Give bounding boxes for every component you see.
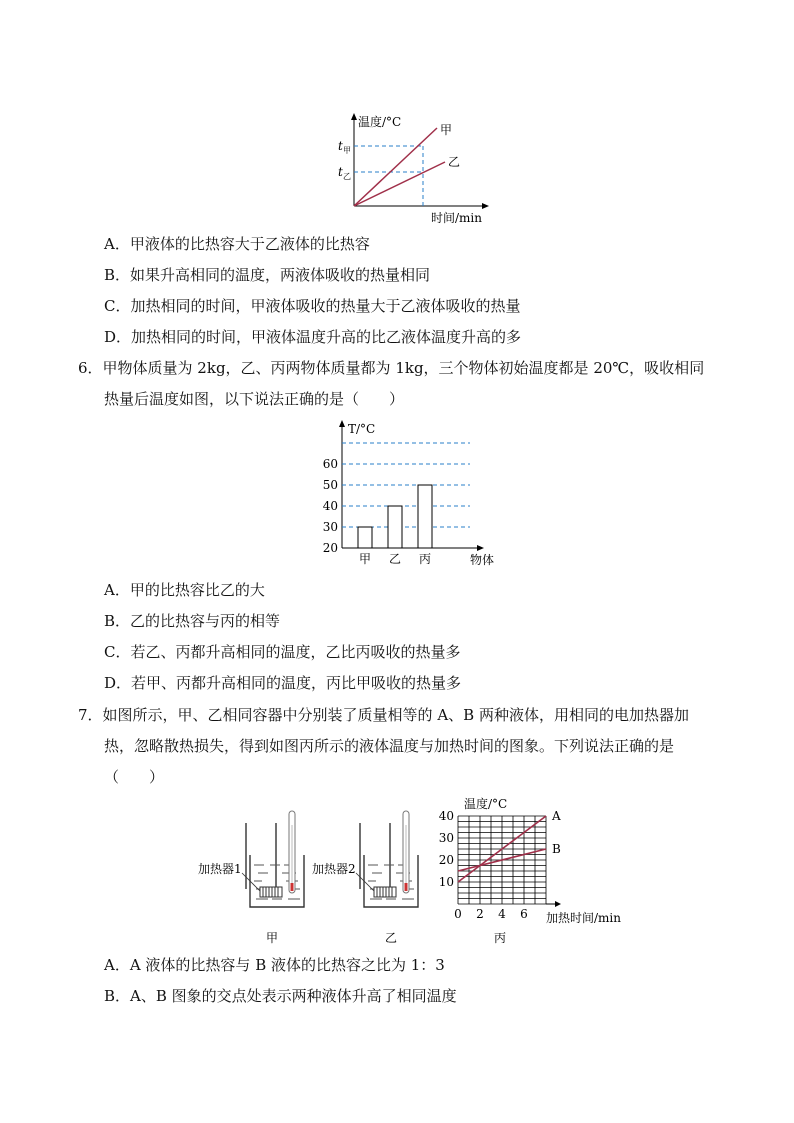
bar-2 xyxy=(418,485,432,548)
q6-option-a: A．甲的比热容比乙的大 xyxy=(104,581,265,599)
q7-stem-line2: 热，忽略散热损失，得到如图丙所示的液体温度与加热时间的图象。下列说法正确的是 xyxy=(104,737,675,755)
caption-jia: 甲 xyxy=(266,931,279,945)
bar-category-label: 乙 xyxy=(388,552,402,566)
y-tick-label: 20 xyxy=(438,853,454,867)
x-axis-arrow xyxy=(555,901,561,907)
bar-ytick-label: 60 xyxy=(322,457,338,471)
q7-line-chart xyxy=(436,796,636,946)
bar-1 xyxy=(388,506,402,548)
q7-stem-line3: （ ） xyxy=(104,768,165,786)
x-tick-label: 6 xyxy=(520,907,528,921)
svg-text:甲: 甲 xyxy=(343,146,351,155)
q5-option-c: C．加热相同的时间，甲液体吸收的热量大于乙液体吸收的热量 xyxy=(104,297,521,315)
label-jia: 甲 xyxy=(440,123,453,137)
y-tick-label: 10 xyxy=(438,875,454,889)
q7-option-a: A．A 液体的比热容与 B 液体的比热容之比为 1：3 xyxy=(104,956,445,974)
svg-text:t: t xyxy=(338,139,343,153)
line-jia xyxy=(354,128,437,206)
series-label-B: B xyxy=(552,842,561,856)
q5-temperature-time-figure xyxy=(330,110,500,230)
q6-bar-chart xyxy=(318,416,508,576)
series-label-A: A xyxy=(552,809,561,823)
q6-option-b: B．乙的比热容与丙的相等 xyxy=(104,612,281,630)
q5-option-a: A．甲液体的比热容大于乙液体的比热容 xyxy=(104,235,370,253)
line-xlabel: 加热时间/min xyxy=(546,911,621,925)
bar-category-label: 丙 xyxy=(418,552,432,566)
x-tick-label: 4 xyxy=(498,907,506,921)
svg-text:t: t xyxy=(338,165,343,179)
svg-text:乙: 乙 xyxy=(343,172,351,181)
x-tick-label: 0 xyxy=(454,907,462,921)
q7-option-b: B．A、B 图象的交点处表示两种液体升高了相同温度 xyxy=(104,987,457,1005)
bar-xlabel: 物体 xyxy=(470,553,495,567)
beaker-jia-figure xyxy=(196,805,316,947)
heater2-label: 加热器2 xyxy=(312,862,356,876)
line-ylabel: 温度/°C xyxy=(464,797,508,811)
label-yi: 乙 xyxy=(448,155,461,169)
y-tick-label: 30 xyxy=(438,831,454,845)
bar-ytick-label: 30 xyxy=(322,520,338,534)
heater1-label: 加热器1 xyxy=(198,862,242,876)
bar-ylabel: T/°C xyxy=(348,422,376,436)
caption-yi: 乙 xyxy=(385,931,398,945)
q7-stem-line1: 7．如图所示，甲、乙相同容器中分别装了质量相等的 A、B 两种液体，用相同的电加热器加 xyxy=(78,706,689,724)
bar-0 xyxy=(358,527,372,548)
y-tick-label: 40 xyxy=(438,809,454,823)
q6-stem-line1: 6．甲物体质量为 2kg，乙、丙两物体质量都为 1kg，三个物体初始温度都是 20℃，吸收相同 xyxy=(78,359,705,377)
line-yi xyxy=(354,162,445,206)
q6-option-c: C．若乙、丙都升高相同的温度，乙比丙吸收的热量多 xyxy=(104,643,461,661)
bar-ytick-label: 20 xyxy=(322,541,338,555)
x-tick-label: 2 xyxy=(476,907,484,921)
q6-stem-line2: 热量后温度如图，以下说法正确的是（ ） xyxy=(104,390,405,408)
bar-ytick-label: 40 xyxy=(322,499,338,513)
q6-option-d: D．若甲、丙都升高相同的温度，丙比甲吸收的热量多 xyxy=(104,674,462,692)
caption-bing: 丙 xyxy=(494,931,507,945)
beaker-yi-figure xyxy=(310,805,430,947)
q5-option-d: D．加热相同的时间，甲液体温度升高的比乙液体温度升高的多 xyxy=(104,328,522,346)
q5-option-b: B．如果升高相同的温度，两液体吸收的热量相同 xyxy=(104,266,431,284)
fig5-ylabel: 温度/°C xyxy=(358,115,402,129)
fig5-xlabel: 时间/min xyxy=(431,211,482,225)
bar-ytick-label: 50 xyxy=(322,478,338,492)
bar-category-label: 甲 xyxy=(358,552,372,566)
